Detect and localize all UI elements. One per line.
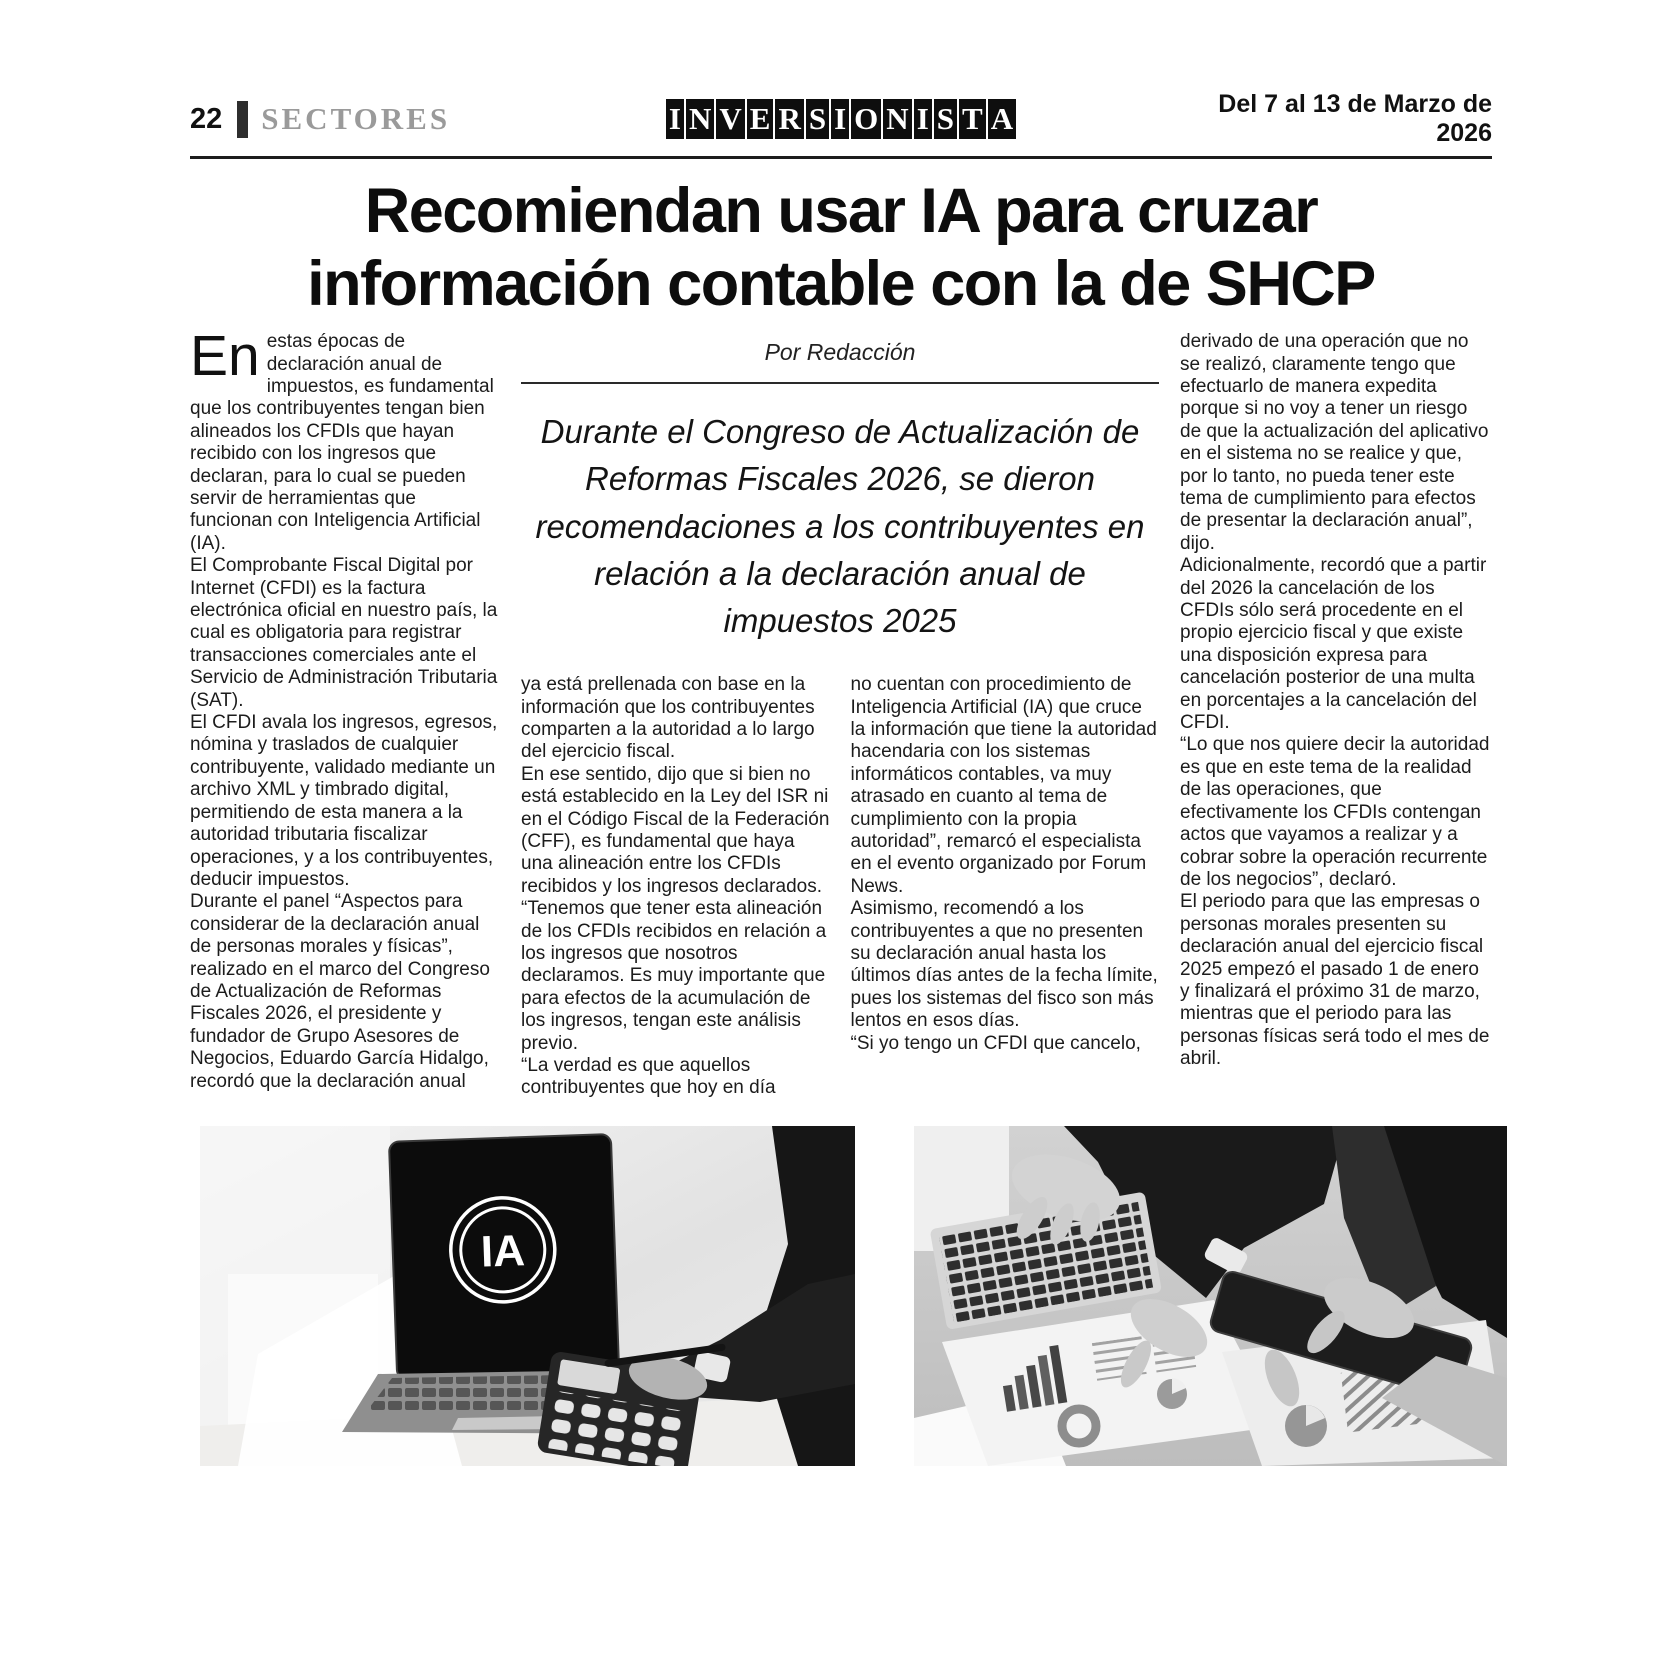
lede: Durante el Congreso de Actualización de Reformas Fiscales 2026, se dieron recomendaciones a los contribuyentes en relación a la declaración anual de impuestos 2025 — [535, 413, 1145, 639]
paragraph: El Comprobante Fiscal Digital por Internet (CFDI) es la factura electrónica oficial en nuestro país, la cual es obligatoria para registrar transacciones comerciales ante el Servicio de Administración Tributaria (SAT). — [190, 555, 498, 711]
paragraph: El CFDI avala los ingresos, egresos, nómina y traslados de cualquier contribuyente, validado mediante un archivo XML y timbrado digital, permitiendo de esta manera a la autoridad tributaria fiscalizar operaciones, y a los contribuyentes, deducir impuestos. — [190, 712, 498, 890]
paragraph: ya está prellenada con base en la información que los contribuyentes comparten a la autoridad a lo largo del ejercicio fiscal. — [521, 674, 815, 763]
byline-rule — [521, 382, 1159, 384]
masthead-letter: I — [831, 99, 849, 139]
paragraph: “Lo que nos quiere decir la autoridad es que en este tema de la realidad de las operaciones, que efectivamente los CFDIs contengan actos que vayamos a realizar y a cobrar sobre la operación recurrente de los negocios”, declaró. — [1180, 734, 1490, 890]
header-left — [190, 101, 520, 138]
column-1 — [190, 324, 500, 1100]
masthead — [520, 99, 1162, 139]
paragraph: “Tenemos que tener esta alineación de los CFDIs recibidos en relación a los ingresos que nosotros declaramos. Es muy importante que para efectos de la acumulación de los ingresos, tengan este análisis previo. — [521, 898, 827, 1054]
photo-charts-meeting — [914, 1126, 1507, 1466]
photo-charts-meeting-art — [914, 1126, 1507, 1466]
masthead-letter: A — [988, 99, 1016, 139]
paragraph: no cuentan con procedimiento de Inteligencia Artificial (IA) que cruce la información que tiene la autoridad hacendaria con los sistemas informáticos contables, va muy atrasado en cuanto al tema de cumplimiento con la propia autoridad”, remarcó el especialista en el evento organizado por Forum News. — [850, 674, 1157, 897]
paragraph: derivado de una operación que no se realizó, claramente tengo que efectuarlo de manera expedita porque si no voy a tener un riesgo de que la actualización del aplicativo en el sistema no se realice y que, por lo tanto, no pueda tener este tema de cumplimiento para efectos de presentar la declaración anual”, dijo. — [1180, 331, 1489, 554]
paragraph: Adicionalmente, recordó que a partir del 2026 la cancelación de los CFDIs sólo será procedente en el propio ejercicio fiscal y que existe una disposición expresa para cancelación posterior de una multa en porcentajes a la cancelación del CFDI. — [1180, 555, 1487, 734]
page-header — [190, 90, 1492, 159]
masthead-letter: S — [806, 99, 829, 139]
column-3 — [851, 674, 1160, 1100]
headline-line-2: información contable con la de SHCP — [307, 249, 1375, 320]
paragraph: “La verdad es que aquellos contribuyentes que hoy en día — [521, 1055, 776, 1099]
headline-line-1: Recomiendan usar IA para cruzar — [364, 176, 1318, 246]
column-2 — [521, 674, 830, 1100]
masthead-letter: V — [716, 99, 744, 139]
photo-laptop-ia — [200, 1126, 855, 1466]
masthead-letter: N — [686, 99, 714, 139]
paragraph: “Si yo tengo un CFDI que cancelo, — [850, 1032, 1141, 1054]
section-title: SECTORES — [261, 101, 451, 136]
masthead-letter: E — [747, 99, 774, 139]
ia-logo-text: IA — [479, 1225, 526, 1277]
masthead-logo — [666, 99, 1016, 139]
article-body — [190, 324, 1492, 1100]
masthead-letter: I — [666, 99, 684, 139]
byline: Por Redacción — [764, 339, 916, 366]
laptop-screen — [389, 1134, 619, 1380]
masthead-letter: N — [883, 99, 911, 139]
photo-row — [200, 1126, 1492, 1466]
paragraph — [190, 324, 500, 555]
paragraph-text: estas épocas de declaración anual de impuestos, es fundamental que los contribuyentes tengan bien alineados los CFDIs que hayan recibido con los ingresos que declaran, para lo cual se pueden servir de herramientas que funcionan con Inteligencia Artificial (IA). — [190, 331, 494, 554]
photo-laptop-ia-art — [200, 1126, 855, 1466]
paragraph: Durante el panel “Aspectos para considerar de la declaración anual de personas morales y físicas”, realizado en el marco del Congreso de Actualización de Reformas Fiscales 2026, el presidente y fundador de Grupo Asesores de Negocios, Eduardo García Hidalgo, recordó que la declaración anual — [190, 891, 490, 1092]
middle-columns — [521, 674, 1159, 1100]
masthead-letter: T — [959, 99, 986, 139]
drop-cap: En — [190, 324, 260, 389]
masthead-letter: R — [775, 99, 803, 139]
section-divider-bar — [237, 101, 248, 138]
masthead-letter: I — [914, 99, 932, 139]
page-number: 22 — [190, 102, 223, 135]
article-headline — [190, 175, 1492, 321]
middle-area — [521, 331, 1159, 1100]
masthead-letter: O — [851, 99, 881, 139]
paragraph: Asimismo, recomendó a los contribuyentes a que no presenten su declaración anual hasta los últimos días antes de la fecha límite, pues los sistemas del fisco son más lentos en esos días. — [850, 898, 1158, 1032]
column-4 — [1180, 331, 1490, 1100]
edition-date: Del 7 al 13 de Marzo de 2026 — [1218, 90, 1492, 147]
paragraph: El periodo para que las empresas o personas morales presenten su declaración anual del ejercicio fiscal 2025 empezó el pasado 1 de enero y finalizará el próximo 31 de marzo, mientras que el periodo para las personas físicas será todo el mes de abril. — [1180, 891, 1490, 1070]
masthead-letter: S — [934, 99, 957, 139]
paragraph: En ese sentido, dijo que si bien no está establecido en la Ley del ISR ni en el Código Fiscal de la Federación (CFF), es fundamental que haya una alineación entre los CFDIs recibidos y los ingresos declarados. — [521, 763, 830, 897]
